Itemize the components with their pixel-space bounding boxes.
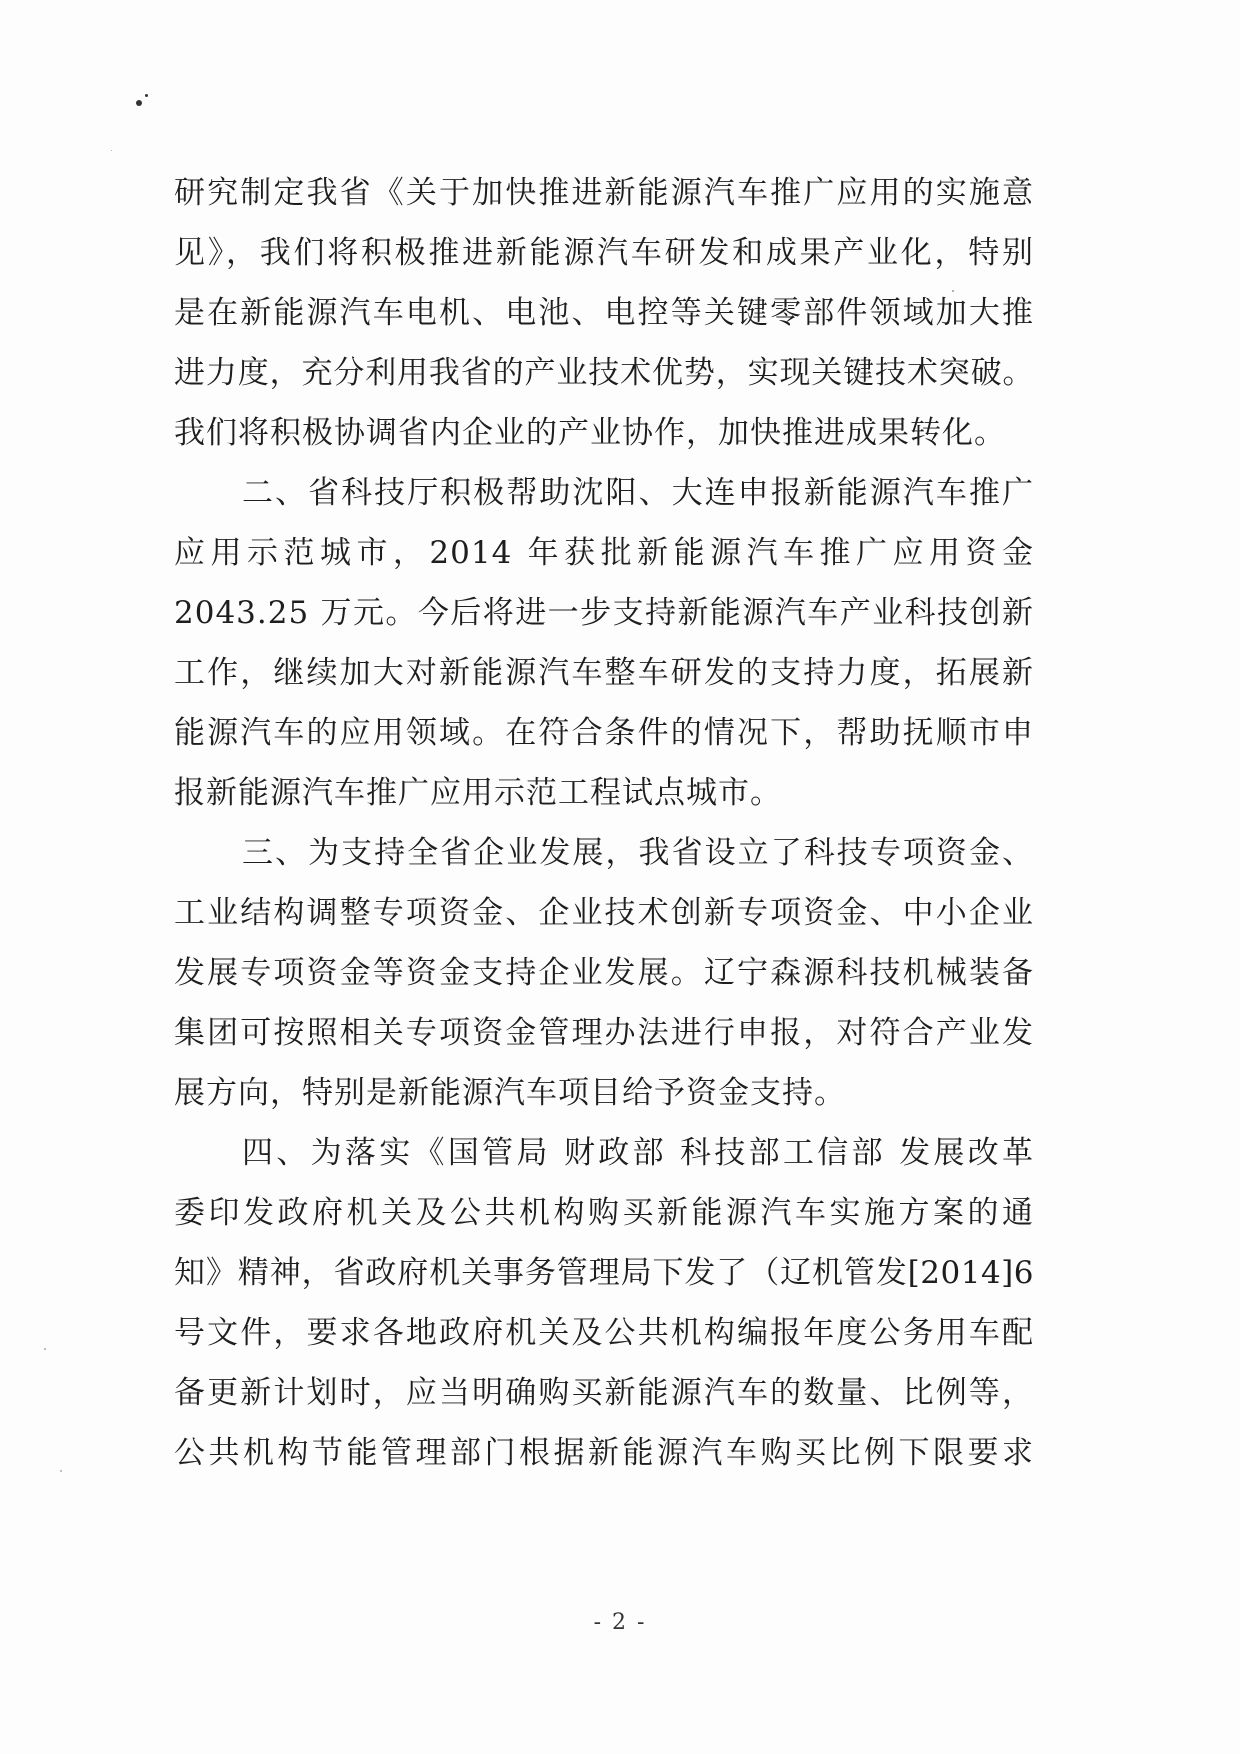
text-line: 委印发政府机关及公共机构购买新能源汽车实施方案的通 [174,1195,1034,1231]
paragraph-start-line: 二、省科技厅积极帮助沈阳、大连申报新能源汽车推广 [242,475,1034,511]
scan-speck [44,1348,46,1350]
text-line: 公共机构节能管理部门根据新能源汽车购买比例下限要求 [174,1435,1034,1471]
text-line: 备更新计划时，应当明确购买新能源汽车的数量、比例等， [174,1375,1034,1411]
text-line: 应用示范城市，2014 年获批新能源汽车推广应用资金 [174,535,1034,571]
text-line: 工业结构调整专项资金、企业技术创新专项资金、中小企业 [174,895,1034,931]
text-line: 展方向，特别是新能源汽车项目给予资金支持。 [174,1075,846,1111]
text-line: 2043.25 万元。今后将进一步支持新能源汽车产业科技创新 [174,595,1034,631]
text-line: 发展专项资金等资金支持企业发展。辽宁森源科技机械装备 [174,955,1034,991]
scan-speck [145,94,148,97]
text-line: 工作，继续加大对新能源汽车整车研发的支持力度，拓展新 [174,655,1034,691]
text-line: 是在新能源汽车电机、电池、电控等关键零部件领域加大推 [174,295,1034,331]
text-line: 知》精神，省政府机关事务管理局下发了（辽机管发[2014]6 [174,1255,1034,1291]
scan-speck [136,100,142,106]
text-line: 能源汽车的应用领域。在符合条件的情况下，帮助抚顺市申 [174,715,1034,751]
scan-speck [111,150,112,151]
paragraph-start-line: 四、为落实《国管局 财政部 科技部工信部 发展改革 [242,1135,1034,1171]
text-line: 报新能源汽车推广应用示范工程试点城市。 [174,775,782,811]
text-line: 进力度，充分利用我省的产业技术优势，实现关键技术突破。 [174,355,1034,391]
scan-speck [60,1470,62,1472]
paragraph-start-line: 三、为支持全省企业发展，我省设立了科技专项资金、 [242,835,1034,871]
text-line: 号文件，要求各地政府机关及公共机构编报年度公务用车配 [174,1315,1034,1351]
body-text [174,163,1034,1483]
page-number: - 2 - [593,1610,647,1635]
text-line: 见》，我们将积极推进新能源汽车研发和成果产业化，特别 [174,235,1034,271]
text-line: 研究制定我省《关于加快推进新能源汽车推广应用的实施意 [174,175,1034,211]
text-line: 集团可按照相关专项资金管理办法进行申报，对符合产业发 [174,1015,1034,1051]
text-line: 我们将积极协调省内企业的产业协作，加快推进成果转化。 [174,415,1006,451]
